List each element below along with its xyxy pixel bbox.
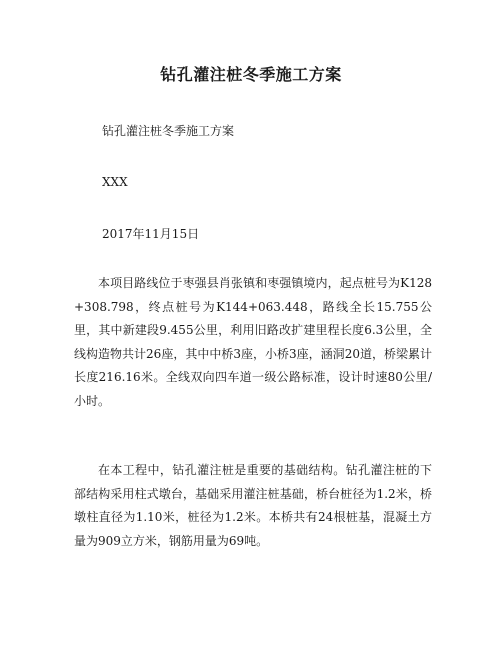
document-subtitle: 钻孔灌注桩冬季施工方案 <box>102 124 235 138</box>
document-author: XXX <box>102 175 128 189</box>
paragraph-project-overview: 本项目路线位于枣强县肖张镇和枣强镇境内，起点桩号为K128+308.798，终点桩号为K144+063.448，路线全长15.755公里，其中新建段9.455公里，利用旧路改扩建里程长度6.3公里，全线构造物共计26座，其中中桥3座，小桥3座，涵洞20道，桥梁累计长度216.16米。全线双向四车道一级公路标准，设计时速80公里/小时。 <box>74 276 432 408</box>
paragraph-bored-pile: 在本工程中，钻孔灌注桩是重要的基础结构。钻孔灌注桩的下部结构采用柱式墩台，基础采用灌注桩基础，桥台桩径为1.2米，桥墩柱直径为1.10米，桩径为1.2米。本桥共有24根桩基，混凝土方量为909立方米，钢筋用量为69吨。 <box>74 463 432 548</box>
document-date: 2017年11月15日 <box>102 227 200 241</box>
document-title: 钻孔灌注桩冬季施工方案 <box>160 65 342 84</box>
